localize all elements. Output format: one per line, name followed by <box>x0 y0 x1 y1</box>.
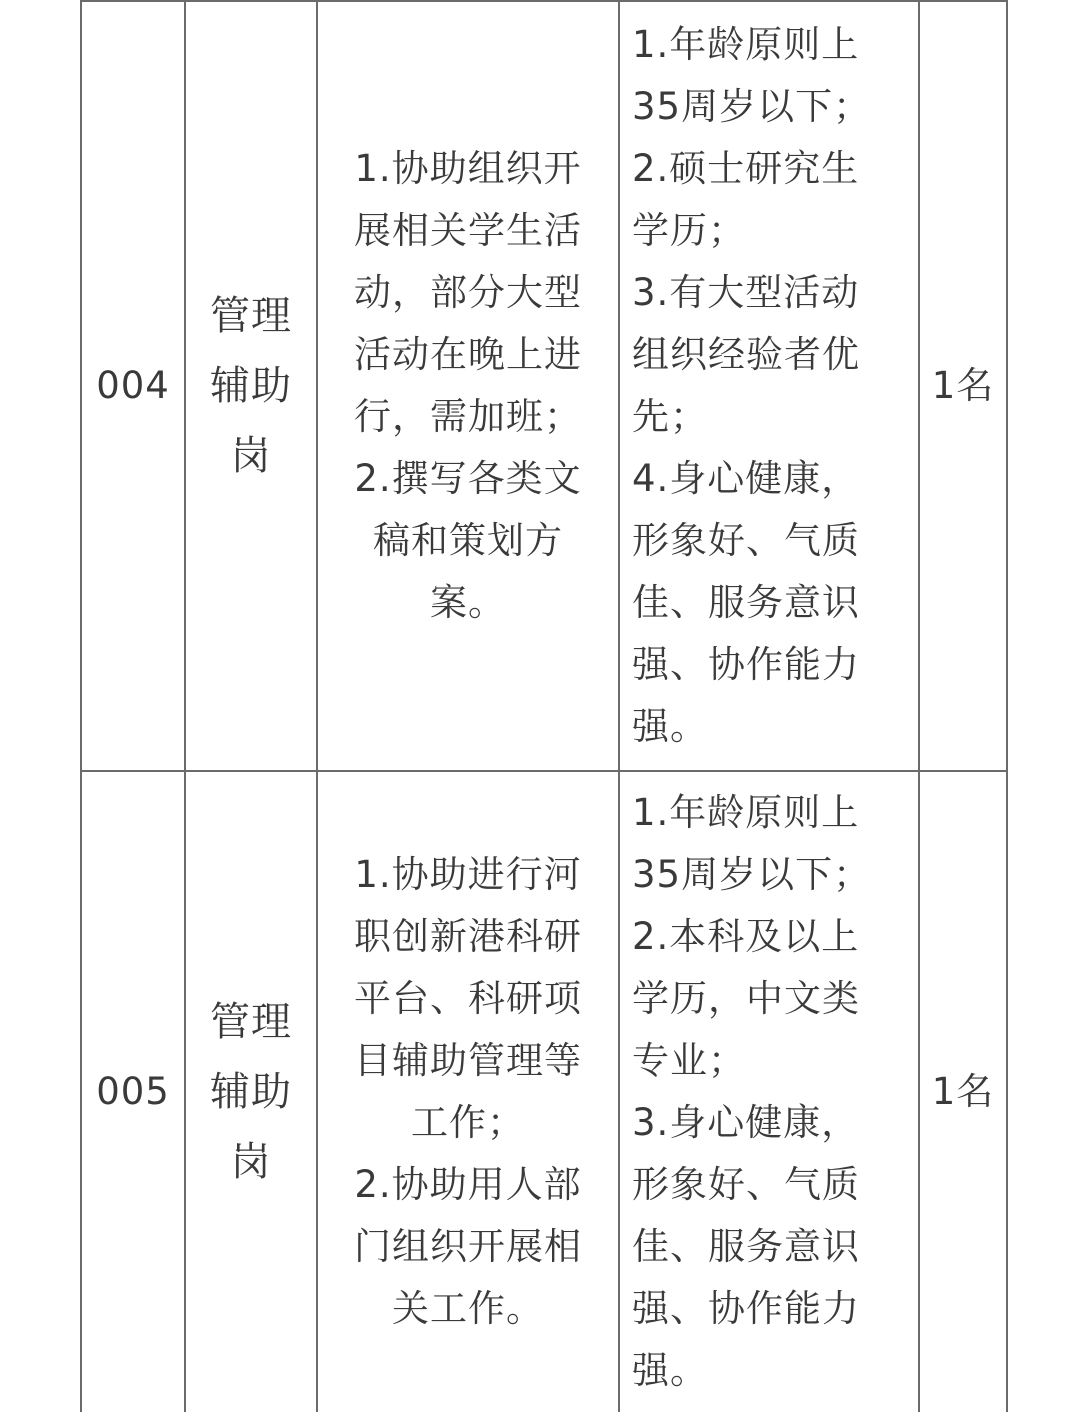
job-duties-cell <box>317 771 619 1412</box>
duty-item: 1.协助组织开展相关学生活动，部分大型活动在晚上进行，需加班； <box>354 147 582 438</box>
table-row <box>81 1 1007 771</box>
recruitment-table <box>80 0 1008 1412</box>
position-code: 005 <box>96 1070 170 1113</box>
job-duties <box>344 138 592 634</box>
duty-item: 2.撰写各类文稿和策划方案。 <box>354 457 582 624</box>
requirement-item: 2.硕士研究生学历； <box>632 147 860 252</box>
requirements <box>632 14 880 758</box>
headcount: 1名 <box>931 364 995 407</box>
requirement-item: 1.年龄原则上35周岁以下； <box>632 23 872 128</box>
requirement-item: 3.身心健康，形象好、气质佳、服务意识强、协作能力强。 <box>632 1101 860 1392</box>
job-duties-cell <box>317 1 619 771</box>
position-title-cell <box>185 1 317 771</box>
position-code: 004 <box>96 364 170 407</box>
duty-item: 2.协助用人部门组织开展相关工作。 <box>354 1163 582 1330</box>
headcount-cell <box>919 1 1007 771</box>
position-code-cell <box>81 771 185 1412</box>
headcount: 1名 <box>931 1070 995 1113</box>
requirements-cell <box>619 771 919 1412</box>
position-code-cell <box>81 1 185 771</box>
requirement-item: 3.有大型活动组织经验者优先； <box>632 271 860 438</box>
requirement-item: 4.身心健康，形象好、气质佳、服务意识强、协作能力强。 <box>632 457 860 748</box>
requirements-cell <box>619 1 919 771</box>
job-duties <box>344 844 592 1340</box>
requirement-item: 1.年龄原则上35周岁以下； <box>632 791 872 896</box>
position-title: 管理辅助岗 <box>210 293 292 479</box>
position-title-cell <box>185 771 317 1412</box>
headcount-cell <box>919 771 1007 1412</box>
table-row <box>81 771 1007 1412</box>
requirement-item: 2.本科及以上学历，中文类专业； <box>632 915 860 1082</box>
position-title: 管理辅助岗 <box>210 999 292 1185</box>
requirements <box>632 782 880 1402</box>
duty-item: 1.协助进行河职创新港科研平台、科研项目辅助管理等工作； <box>354 853 582 1144</box>
